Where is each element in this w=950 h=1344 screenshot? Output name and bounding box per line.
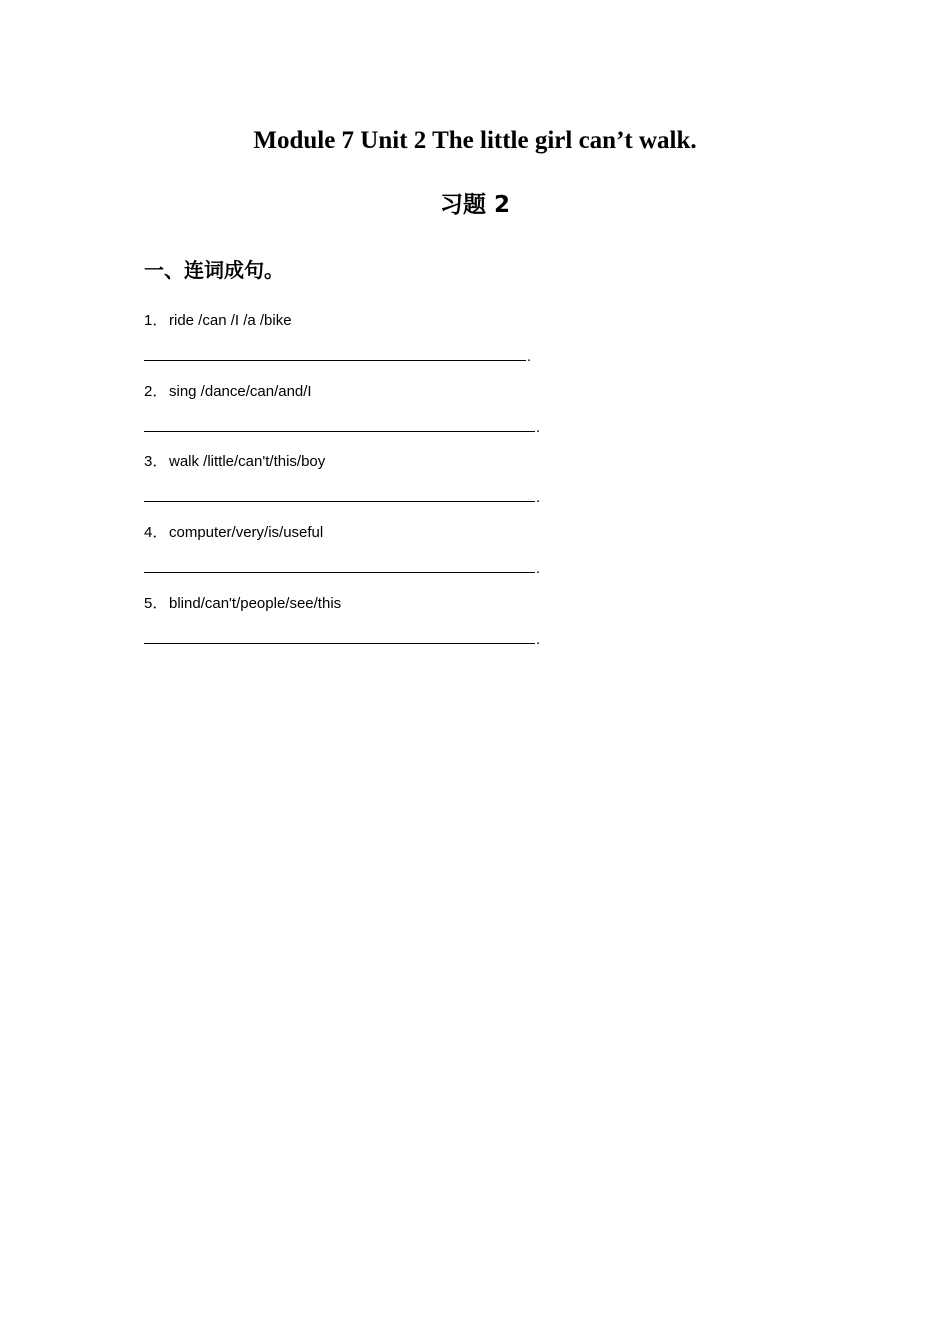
answer-line-3[interactable]: [144, 487, 540, 507]
answer-line-2[interactable]: [144, 417, 540, 437]
question-number: 2．: [144, 383, 168, 400]
answer-period: .: [536, 631, 541, 648]
answer-period: .: [536, 489, 541, 506]
page-title: Module 7 Unit 2 The little girl can’t walk.: [253, 127, 697, 154]
answer-blank[interactable]: [144, 558, 535, 573]
answer-blank[interactable]: [144, 487, 535, 502]
question-2: [144, 382, 312, 402]
question-words: blind/can't/people/see/this: [169, 595, 342, 612]
question-number: 1．: [144, 312, 168, 329]
section-heading: 一、连词成句。: [144, 258, 284, 282]
answer-line-5[interactable]: [144, 629, 540, 649]
answer-period: .: [527, 348, 532, 365]
question-5: [144, 594, 341, 614]
question-number: 5．: [144, 595, 168, 612]
question-words: sing /dance/can/and/I: [169, 383, 312, 400]
question-words: walk /little/can't/this/boy: [169, 453, 326, 470]
answer-period: .: [536, 419, 541, 436]
answer-blank[interactable]: [144, 346, 526, 361]
question-3: [144, 452, 325, 472]
question-number: 3．: [144, 453, 168, 470]
exercise-subtitle: 习题 2: [439, 192, 510, 218]
question-1: [144, 311, 292, 331]
answer-period: .: [536, 560, 541, 577]
question-words: computer/very/is/useful: [169, 524, 324, 541]
answer-blank[interactable]: [144, 629, 535, 644]
question-4: [144, 523, 323, 543]
question-words: ride /can /I /a /bike: [169, 312, 292, 329]
answer-line-4[interactable]: [144, 558, 540, 578]
answer-line-1[interactable]: [144, 346, 531, 366]
answer-blank[interactable]: [144, 417, 535, 432]
question-number: 4．: [144, 524, 168, 541]
